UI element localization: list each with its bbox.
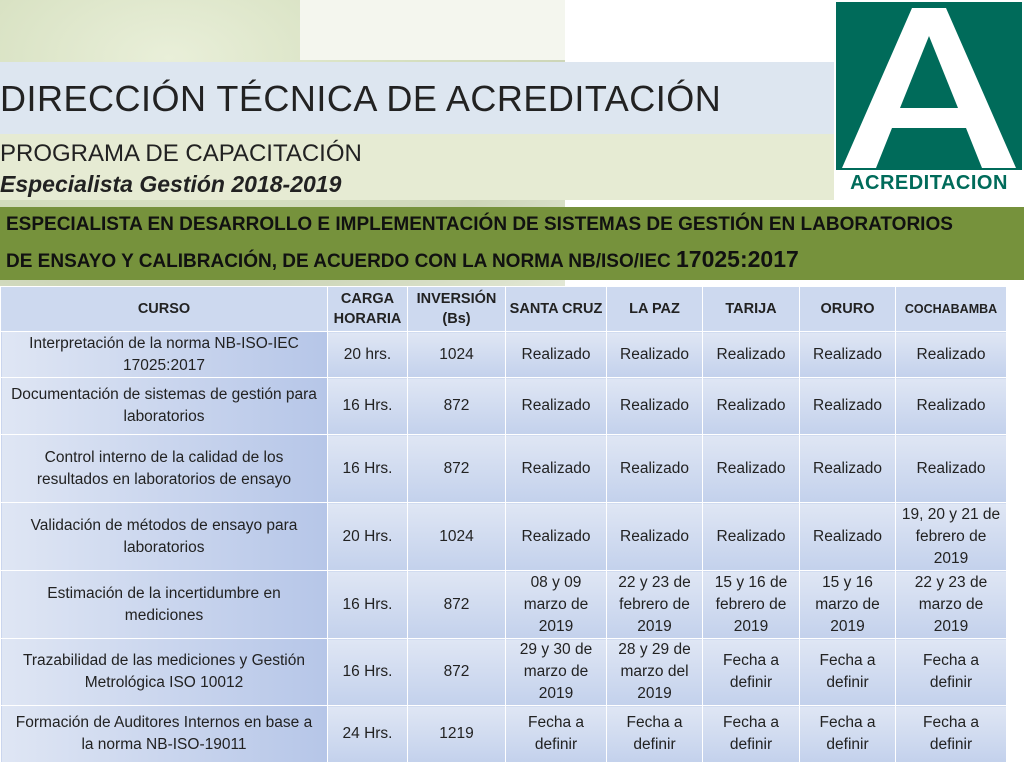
- status-cell-santa-cruz: [506, 706, 607, 763]
- status-cell-oruro: [800, 378, 896, 435]
- status-line: 2019: [538, 685, 574, 702]
- status-cell-tarija: [703, 332, 800, 378]
- banner-norm-code: 17025:2017: [676, 246, 799, 272]
- course-name-cell: [1, 378, 328, 435]
- status-line: Realizado: [620, 397, 689, 414]
- status-line: Realizado: [813, 459, 882, 477]
- status-cell-santa-cruz: [506, 639, 607, 706]
- status-line: Fecha a: [819, 652, 876, 669]
- status-cell-cochabamba: [896, 503, 1007, 571]
- status-cell-oruro: [800, 332, 896, 378]
- status-line: 2019: [538, 617, 574, 635]
- header-cochabamba: COCHABAMBA: [896, 287, 1007, 332]
- status-line: Realizado: [813, 527, 882, 545]
- header-inversion-line-1: INVERSIÓN: [416, 291, 497, 307]
- hours-cell: 16 Hrs.: [328, 571, 408, 639]
- status-line: Realizado: [916, 345, 986, 363]
- course-name-cell: [1, 503, 328, 571]
- investment-cell: 1219: [408, 706, 506, 763]
- course-name-line: Validación de métodos de ensayo para: [30, 516, 298, 534]
- investment-cell: 1024: [408, 332, 506, 378]
- hours-cell: 16 Hrs.: [328, 435, 408, 503]
- program-edition: Especialista Gestión 2018-2019: [0, 171, 342, 197]
- page-title: DIRECCIÓN TÉCNICA DE ACREDITACIÓN: [0, 78, 722, 119]
- table-row: [1, 378, 1007, 435]
- status-cell-tarija: [703, 503, 800, 571]
- background-photo-highlight: [300, 0, 565, 60]
- status-line: Realizado: [916, 459, 986, 477]
- status-line: 29 y 30 de: [519, 641, 593, 658]
- status-line: Fecha a: [922, 652, 979, 669]
- table-row: [1, 332, 1007, 378]
- status-line: definir: [826, 674, 869, 691]
- table-header-row: [1, 287, 1007, 332]
- status-line: 2019: [830, 617, 865, 635]
- status-cell-cochabamba: [896, 639, 1007, 706]
- course-name-cell: [1, 571, 328, 639]
- status-cell-cochabamba: [896, 378, 1007, 435]
- course-name-line: Documentación de sistemas de gestión para: [11, 386, 317, 403]
- course-name-line: Control interno de la calidad de los: [44, 448, 284, 466]
- status-line: Fecha a: [922, 714, 979, 731]
- course-name-line: 17025:2017: [123, 356, 205, 374]
- investment-cell: 872: [408, 571, 506, 639]
- hours-cell: 20 Hrs.: [328, 503, 408, 571]
- status-line: Fecha a: [722, 652, 779, 669]
- status-line: 22 y 23 de: [914, 573, 988, 591]
- status-line: Realizado: [521, 459, 591, 477]
- status-line: Fecha a: [722, 714, 779, 731]
- status-line: Realizado: [813, 345, 882, 363]
- logo-text: ACREDITACION: [850, 172, 1008, 194]
- course-name-line: resultados en laboratorios de ensayo: [36, 470, 292, 488]
- status-cell-la-paz: [607, 435, 703, 503]
- status-cell-santa-cruz: [506, 378, 607, 435]
- status-cell-cochabamba: [896, 435, 1007, 503]
- status-line: definir: [929, 674, 973, 691]
- investment-cell: 872: [408, 639, 506, 706]
- table-row: [1, 503, 1007, 571]
- investment-cell: 872: [408, 435, 506, 503]
- hours-cell: 16 Hrs.: [328, 639, 408, 706]
- course-name-line: mediciones: [124, 606, 204, 624]
- status-line: Fecha a: [819, 714, 876, 731]
- program-subtitle: PROGRAMA DE CAPACITACIÓN: [0, 140, 362, 167]
- status-cell-la-paz: [607, 639, 703, 706]
- status-line: definir: [929, 736, 973, 753]
- status-line: Realizado: [521, 527, 591, 545]
- table-row: [1, 571, 1007, 639]
- course-name-cell: [1, 332, 328, 378]
- status-cell-tarija: [703, 435, 800, 503]
- status-line: 2019: [733, 617, 769, 635]
- status-line: 28 y 29 de: [618, 641, 691, 658]
- hours-cell: 20 hrs.: [328, 332, 408, 378]
- status-cell-la-paz: [607, 378, 703, 435]
- status-cell-oruro: [800, 435, 896, 503]
- header-carga-line-1: CARGA: [340, 291, 395, 307]
- status-line: 15 y 16: [822, 573, 873, 591]
- status-line: Realizado: [620, 345, 689, 363]
- status-line: Realizado: [716, 397, 786, 414]
- course-name-line: Formación de Auditores Internos en base a: [15, 714, 313, 731]
- status-line: Fecha a: [527, 714, 584, 731]
- status-line: febrero de: [619, 595, 690, 613]
- status-line: 15 y 16 de: [714, 573, 788, 591]
- status-cell-santa-cruz: [506, 503, 607, 571]
- table-row: [1, 639, 1007, 706]
- status-cell-la-paz: [607, 503, 703, 571]
- hours-cell: 24 Hrs.: [328, 706, 408, 763]
- header-inversion-line-2: (Bs): [442, 311, 471, 327]
- status-line: febrero de: [915, 527, 987, 545]
- status-cell-oruro: [800, 639, 896, 706]
- status-line: Realizado: [521, 345, 591, 363]
- course-name-line: laboratorios: [123, 408, 205, 425]
- status-cell-la-paz: [607, 332, 703, 378]
- status-cell-cochabamba: [896, 332, 1007, 378]
- status-line: 2019: [933, 549, 969, 567]
- status-cell-cochabamba: [896, 706, 1007, 763]
- header-carga-horaria: [328, 287, 408, 332]
- status-line: definir: [729, 674, 773, 691]
- course-name-line: Interpretación de la norma NB-ISO-IEC: [29, 334, 299, 352]
- status-line: marzo de: [815, 595, 880, 613]
- status-line: Realizado: [716, 345, 786, 363]
- acreditacion-logo: [834, 0, 1024, 200]
- investment-cell: 872: [408, 378, 506, 435]
- status-line: definir: [729, 736, 773, 753]
- status-line: Realizado: [521, 397, 591, 414]
- status-line: 2019: [933, 617, 969, 635]
- status-line: marzo de: [523, 595, 589, 613]
- table-row: [1, 435, 1007, 503]
- status-cell-la-paz: [607, 571, 703, 639]
- status-line: marzo de: [523, 663, 589, 680]
- header-tarija: TARIJA: [703, 287, 800, 332]
- status-line: Realizado: [716, 527, 786, 545]
- header-curso: CURSO: [1, 287, 328, 332]
- status-line: marzo de: [918, 595, 984, 613]
- investment-cell: 1024: [408, 503, 506, 571]
- header-carga-line-2: HORARIA: [333, 311, 402, 327]
- status-line: definir: [826, 736, 869, 753]
- status-cell-tarija: [703, 378, 800, 435]
- status-line: Realizado: [813, 397, 882, 414]
- status-line: febrero de: [715, 595, 787, 613]
- status-line: 2019: [637, 617, 672, 635]
- status-cell-santa-cruz: [506, 435, 607, 503]
- status-cell-tarija: [703, 571, 800, 639]
- status-cell-oruro: [800, 503, 896, 571]
- banner-line-1: ESPECIALISTA EN DESARROLLO E IMPLEMENTACIÓN DE SISTEMAS DE GESTIÓN EN LABORATORIOS: [6, 214, 953, 235]
- header-la-paz: LA PAZ: [607, 287, 703, 332]
- status-line: 19, 20 y 21 de: [901, 505, 1001, 523]
- status-cell-tarija: [703, 639, 800, 706]
- course-name-cell: [1, 639, 328, 706]
- status-cell-santa-cruz: [506, 571, 607, 639]
- status-line: Realizado: [716, 459, 786, 477]
- course-name-line: Trazabilidad de las mediciones y Gestión: [22, 652, 305, 669]
- course-name-line: laboratorios: [123, 538, 205, 556]
- banner-line-2-text: DE ENSAYO Y CALIBRACIÓN, DE ACUERDO CON LA NORMA NB/ISO/IEC: [6, 251, 676, 272]
- course-name-line: Metrológica ISO 10012: [84, 674, 244, 691]
- header-santa-cruz: SANTA CRUZ: [506, 287, 607, 332]
- status-cell-tarija: [703, 706, 800, 763]
- status-line: Realizado: [620, 527, 689, 545]
- status-line: definir: [534, 736, 578, 753]
- status-line: Realizado: [916, 397, 986, 414]
- status-line: 22 y 23 de: [618, 573, 691, 591]
- status-cell-oruro: [800, 571, 896, 639]
- course-name-line: Estimación de la incertidumbre en: [47, 584, 281, 602]
- header-oruro: ORURO: [800, 287, 896, 332]
- banner-line-2: [6, 246, 799, 273]
- status-line: 08 y 09: [530, 573, 582, 591]
- course-name-cell: [1, 435, 328, 503]
- course-name-line: la norma NB-ISO-19011: [81, 736, 247, 753]
- hours-cell: 16 Hrs.: [328, 378, 408, 435]
- status-line: marzo del: [620, 663, 689, 680]
- table-body: [1, 332, 1007, 763]
- status-cell-oruro: [800, 706, 896, 763]
- header-inversion: [408, 287, 506, 332]
- status-line: definir: [633, 736, 676, 753]
- status-cell-la-paz: [607, 706, 703, 763]
- status-cell-santa-cruz: [506, 332, 607, 378]
- table-row: [1, 706, 1007, 763]
- status-line: Realizado: [620, 459, 689, 477]
- status-cell-cochabamba: [896, 571, 1007, 639]
- status-line: Fecha a: [626, 714, 683, 731]
- logo-a-icon: [834, 0, 1024, 200]
- status-line: 2019: [637, 685, 672, 702]
- course-schedule-table: [0, 286, 1007, 763]
- course-name-cell: [1, 706, 328, 763]
